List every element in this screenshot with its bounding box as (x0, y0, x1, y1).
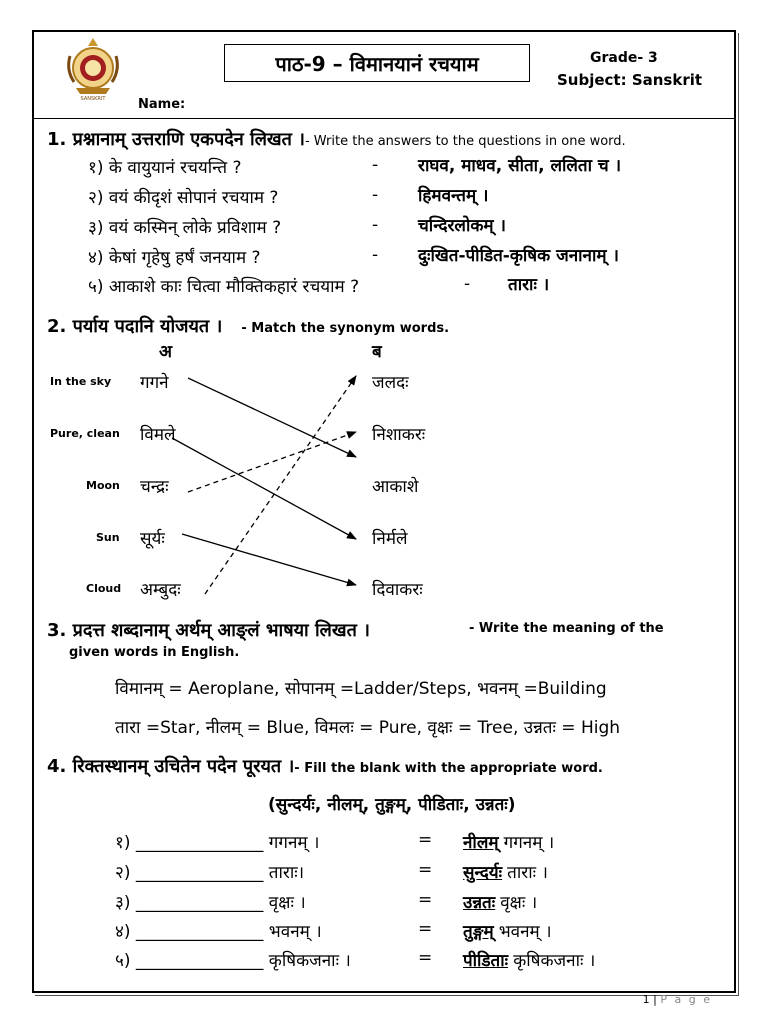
q4-equals-5: = (418, 948, 433, 968)
match-right-5: दिवाकरः (372, 580, 423, 600)
q4-item-text: ताराः। (268, 863, 305, 883)
match-right-2: निशाकरः (372, 425, 426, 445)
q4-item-2 (115, 860, 304, 883)
q1-dash-2: - (372, 185, 379, 205)
q4-item-number: ३) (115, 893, 131, 913)
q4-blank[interactable]: _______________ (135, 893, 264, 913)
q4-heading: 4. रिक्तस्थानम् उचितेन पदेन पूरयत । (47, 756, 295, 777)
q4-answer-4 (463, 919, 552, 942)
q4-item-text: कृषिकजनाः । (268, 951, 351, 971)
q4-item-number: ५) (115, 951, 131, 971)
match-left-1: गगने (140, 373, 169, 393)
match-right-3: आकाशे (372, 477, 419, 497)
match-english-4: Sun (96, 531, 120, 544)
match-left-5: अम्बुदः (140, 580, 181, 600)
q1-answer-3: चन्दिरलोकम् । (418, 216, 506, 236)
match-english-3: Moon (86, 479, 120, 492)
q4-item-4 (115, 919, 322, 942)
q4-equals-4: = (418, 919, 433, 939)
q4-answer-word: पीडिताः (463, 951, 509, 971)
grade-label: Grade- 3 (590, 50, 658, 66)
q4-equals-3: = (418, 890, 433, 910)
page-word: P a g e (660, 993, 712, 1006)
page-number: 1 | (642, 993, 657, 1006)
q4-word-bank: (सुन्दर्यः, नीलम्, तुङ्गम्, पीडिताः, उन्नतः) (268, 795, 516, 815)
match-right-4: निर्मले (372, 529, 408, 549)
q4-answer-rest: गगनम् । (503, 833, 555, 853)
q2-heading: 2. पर्याय पदानि योजयत । (47, 316, 223, 337)
q4-answer-rest: वृक्षः । (500, 893, 538, 913)
q1-answer-2: हिमवन्तम् । (418, 186, 489, 206)
q1-answer-5: ताराः । (508, 275, 550, 295)
q4-english: - Fill the blank with the appropriate word. (294, 761, 603, 776)
q4-answer-word: सुन्दर्यः (463, 863, 503, 883)
q4-answer-5 (463, 948, 595, 971)
q1-question-3: ३) वयं कस्मिन् लोके प्रविशाम ? (88, 218, 282, 238)
column-b-header: ब (372, 342, 382, 362)
q1-answer-4: दुःखित-पीडित-कृषिक जनानाम् । (418, 246, 619, 266)
logo-text: SANSKRIT (80, 96, 106, 102)
q1-question-2: २) वयं कीदृशं सोपानं रचयाम ? (88, 188, 279, 208)
match-english-5: Cloud (86, 582, 122, 595)
subject-label: Subject: Sanskrit (557, 71, 703, 89)
match-line-4 (182, 534, 356, 585)
q4-item-number: ४) (115, 922, 131, 942)
q4-item-5 (115, 948, 351, 971)
q4-answer-2 (463, 860, 548, 883)
q3-english-2: given words in English. (69, 645, 240, 660)
q1-answer-1: राघव, माधव, सीता, ललिता च । (418, 156, 622, 176)
q4-answer-rest: भवनम् । (498, 922, 552, 942)
q4-answer-1 (463, 830, 554, 853)
match-line-5 (205, 376, 356, 594)
match-line-1 (188, 378, 356, 457)
q1-question-5: ५) आकाशे काः चित्वा मौक्तिकहारं रचयाम ? (88, 277, 360, 297)
q1-dash-1: - (372, 155, 379, 175)
q3-meanings-line-1: विमानम् = Aeroplane, सोपानम् =Ladder/Steps, भवनम् =Building (115, 679, 607, 699)
q4-blank[interactable]: _______________ (135, 833, 264, 853)
match-english-1: In the sky (50, 375, 112, 388)
match-line-3 (188, 432, 356, 492)
match-left-2: विमले (140, 425, 176, 445)
q1-heading: 1. प्रश्नानाम् उत्तराणि एकपदेन लिखत । (47, 129, 305, 150)
match-english-2: Pure, clean (50, 427, 120, 440)
q3-english-1: - Write the meaning of the (469, 621, 664, 636)
q4-item-text: वृक्षः । (268, 893, 306, 913)
match-left-3: चन्द्रः (140, 477, 169, 497)
q4-item-number: २) (115, 863, 131, 883)
q4-item-3 (115, 890, 306, 913)
q3-heading: 3. प्रदत्त शब्दानाम् अर्थम् आङ्लं भाषया लिखत । (47, 620, 370, 641)
q4-blank[interactable]: _______________ (135, 922, 264, 942)
q4-answer-rest: कृषिकजनाः । (513, 951, 596, 971)
q4-item-text: गगनम् । (268, 833, 320, 853)
q1-english: - Write the answers to the questions in one word. (304, 134, 626, 149)
q4-item-1 (115, 830, 319, 853)
q4-answer-rest: ताराः । (507, 863, 548, 883)
q1-question-1: १) के वायुयानं रचयन्ति ? (88, 158, 242, 178)
match-right-1: जलदः (372, 373, 409, 393)
name-label: Name: (138, 97, 186, 112)
q1-dash-4: - (372, 245, 379, 265)
q4-blank[interactable]: _______________ (135, 863, 264, 883)
q3-meanings-line-2: तारा =Star, नीलम् = Blue, विमलः = Pure, वृक्षः = Tree, उन्नतः = High (115, 718, 621, 738)
column-a-header: अ (159, 342, 172, 362)
q4-item-number: १) (115, 833, 131, 853)
q4-answer-word: नीलम् (463, 833, 499, 853)
match-left-4: सूर्यः (140, 529, 165, 549)
q4-item-text: भवनम् । (268, 922, 322, 942)
q4-equals-2: = (418, 860, 433, 880)
q2-english: - Match the synonym words. (241, 321, 450, 336)
lesson-title: पाठ-9 – विमानयानं रचयाम (224, 44, 530, 82)
page-footer (643, 993, 712, 1006)
q4-heading-row (47, 754, 603, 778)
q4-answer-word: उन्नतः (463, 893, 496, 913)
q4-answer-3 (463, 890, 537, 913)
q1-dash-3: - (372, 215, 379, 235)
q4-equals-1: = (418, 830, 433, 850)
q4-answer-word: तुङ्गम् (463, 922, 494, 942)
q1-dash-5: - (464, 274, 471, 294)
q4-blank[interactable]: _______________ (135, 951, 264, 971)
q1-question-4: ४) केषां गृहेषु हर्षं जनयाम ? (88, 248, 261, 268)
